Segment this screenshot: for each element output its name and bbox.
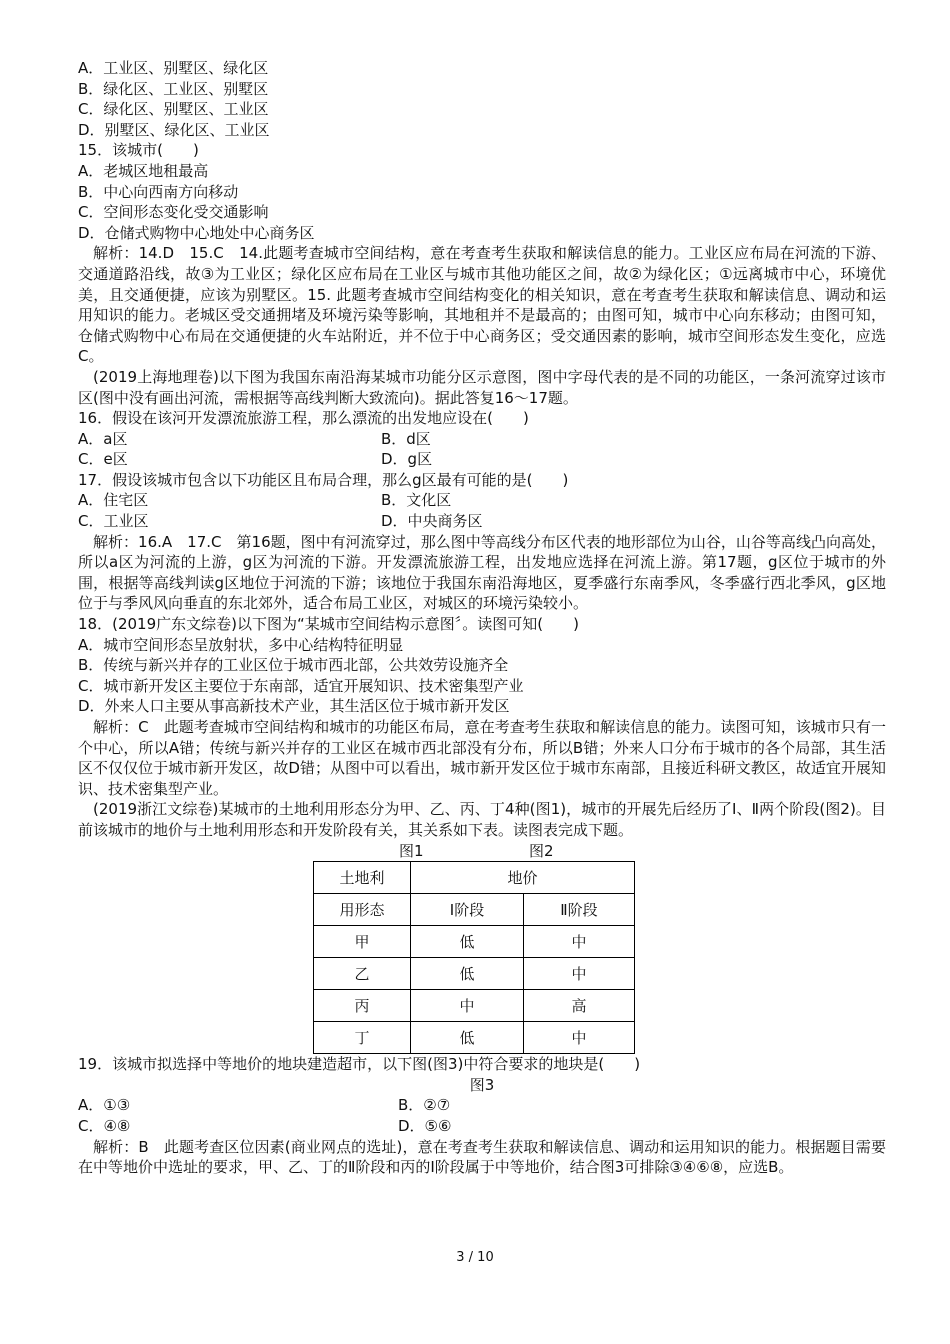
q19-options-row2 [78,1116,886,1137]
q16-option-a: A．a区 [78,429,128,448]
header-land-price: 地价 [411,862,635,894]
q14-option-c: C．绿化区、别墅区、工业区 [78,100,269,119]
figure-labels-1-2 [78,841,886,862]
q17-options-row2 [78,511,886,532]
analysis-14-15: 解析：14.D 15.C 14.此题考查城市空间结构，意在考查考生获取和解读信息的能力。工业区应布局在河流的下游、交通道路沿线，故③为工业区；绿化区应布局在工业区与城市其他功能区之间，故②为绿化区；①远离城市中心，环境优美，且交通便捷，应该为别墅区。15. 此题考查城市空间结构变化的相关知识，意在考查考生获取和解读信息、调动和运用知识的能力。老城区受交通拥堵及环境污染等影响，其地租并不是最高的；由图可知，城市中心向东移动；由图可知，仓储式购物中心布局在交通便捷的火车站附近，并不位于中心商务区；受交通因素的影响，城市空间形态发生变化，应选C。 [78,244,886,366]
figure-2-label: 图2 [529,841,554,860]
q15-option-b: B．中心向西南方向移动 [78,182,239,201]
table-row [314,958,635,990]
row-stage-2-price: 中 [524,926,635,958]
q17-option-b: B．文化区 [381,491,452,510]
land-price-table [313,861,635,1054]
table-subheader-row [314,894,635,926]
q17-stem: 17．假设该城市包含以下功能区且布局合理，那么g区最有可能的是( ) [78,470,569,489]
analysis-18: 解析：C 此题考查城市空间结构和城市的功能区布局，意在考查考生获取和解读信息的能力。读图可知，该城市只有一个中心，所以A错；传统与新兴并存的工业区在城市西北部没有分布，所以B错；外来人口分布于城市的各个局部，其生活区不仅仅位于城市新开发区，故D错；从图中可以看出，城市新开发区位于城市东南部，且接近科研文教区，故适宜开展知识、技术密集型产业。 [78,718,886,798]
q16-stem: 16．假设在该河开发漂流旅游工程，那么漂流的出发地应设在( ) [78,409,529,428]
page-number: 3 / 10 [456,1250,494,1265]
q17-option-c: C．工业区 [78,512,149,531]
q16-option-d: D．g区 [381,450,433,469]
q17-option-d: D．中央商务区 [381,512,483,531]
q17-options-row1 [78,490,886,511]
q14-option-d: D．别墅区、绿化区、工业区 [78,120,270,139]
header-stage-2: Ⅱ阶段 [524,894,635,926]
q18-stem: 18．(2019广东文综卷)以下图为“某城市空间结构示意图〞。读图可知( ) [78,615,579,634]
q18-option-a: A．城市空间形态呈放射状，多中心结构特征明显 [78,635,404,654]
analysis-19: 解析：B 此题考查区位因素(商业网点的选址)，意在考查考生获取和解读信息、调动和运用知识的能力。根据题目需要在中等地价中选址的要求，甲、乙、丁的Ⅱ阶段和丙的Ⅰ阶段属于中等地价，结合图3可排除③④⑥⑧，应选B。 [78,1137,886,1177]
q18-option-d: D．外来人口主要从事高新技术产业，其生活区位于城市新开发区 [78,697,510,716]
row-stage-1-price: 低 [411,1022,524,1054]
row-stage-1-price: 中 [411,990,524,1022]
row-land-use: 丙 [314,990,411,1022]
q15-option-a: A．老城区地租最高 [78,161,209,180]
q19-options-row1 [78,1095,886,1116]
table-header-row [314,862,635,894]
row-stage-1-price: 低 [411,958,524,990]
row-land-use: 乙 [314,958,411,990]
q15-option-d: D．仓储式购物中心地处中心商务区 [78,223,315,242]
table-row [314,990,635,1022]
q19-option-b: B．②⑦ [398,1096,451,1115]
figure-1-label: 图1 [399,841,424,860]
q16-option-c: C．e区 [78,450,128,469]
header-land-use-line1: 土地利 [314,862,411,894]
q19-option-d: D．⑤⑥ [398,1116,452,1135]
header-land-use-line2: 用形态 [314,894,411,926]
q19-stem: 19．该城市拟选择中等地价的地块建造超市，以下图(图3)中符合要求的地块是( ) [78,1055,641,1074]
q16-options-row2 [78,449,886,470]
q17-option-a: A．住宅区 [78,491,149,510]
q16-options-row1 [78,429,886,450]
figure-3-label: 图3 [469,1075,495,1094]
row-stage-1-price: 低 [411,926,524,958]
header-stage-1: Ⅰ阶段 [411,894,524,926]
table-row [314,1022,635,1054]
row-stage-2-price: 中 [524,958,635,990]
row-stage-2-price: 中 [524,1022,635,1054]
row-land-use: 甲 [314,926,411,958]
q19-option-a: A．①③ [78,1096,131,1115]
row-stage-2-price: 高 [524,990,635,1022]
intro-16-17: (2019上海地理卷)以下图为我国东南沿海某城市功能分区示意图，图中字母代表的是不同的功能区，一条河流穿过该市区(图中没有画出河流，需根据等高线判断大致流向)。据此答复16～17题。 [78,367,886,407]
intro-19: (2019浙江文综卷)某城市的土地利用形态分为甲、乙、丙、丁4种(图1)，城市的开展先后经历了Ⅰ、Ⅱ两个阶段(图2)。目前该城市的地价与土地利用形态和开发阶段有关，其关系如下表。读图表完成下题。 [78,800,886,839]
analysis-16-17: 解析：16.A 17.C 第16题，图中有河流穿过，那么图中等高线分布区代表的地形部位为山谷，山谷等高线凸向高处，所以a区为河流的上游，g区为河流的下游。开发漂流旅游工程，出发地应选择在河流上游。第17题，g区位于城市的外围，根据等高线判读g区地位于河流的下游；该地位于我国东南沿海地区，夏季盛行东南季风，冬季盛行西北季风，g区地位于与季风风向垂直的东北郊外，适合布局工业区，对城区的环境污染较小。 [78,532,886,613]
table-row [314,926,635,958]
row-land-use: 丁 [314,1022,411,1054]
q14-option-a: A．工业区、别墅区、绿化区 [78,59,269,77]
q18-option-c: C．城市新开发区主要位于东南部，适宜开展知识、技术密集型产业 [78,676,524,695]
q18-option-b: B．传统与新兴并存的工业区位于城市西北部，公共效劳设施齐全 [78,656,509,675]
document-body [78,58,886,1178]
q15-option-c: C．空间形态变化受交通影响 [78,203,269,222]
q19-option-c: C．④⑧ [78,1116,131,1135]
q15-stem: 15．该城市( ) [78,141,199,160]
q14-option-b: B．绿化区、工业区、别墅区 [78,79,269,98]
q16-option-b: B．d区 [381,429,431,448]
